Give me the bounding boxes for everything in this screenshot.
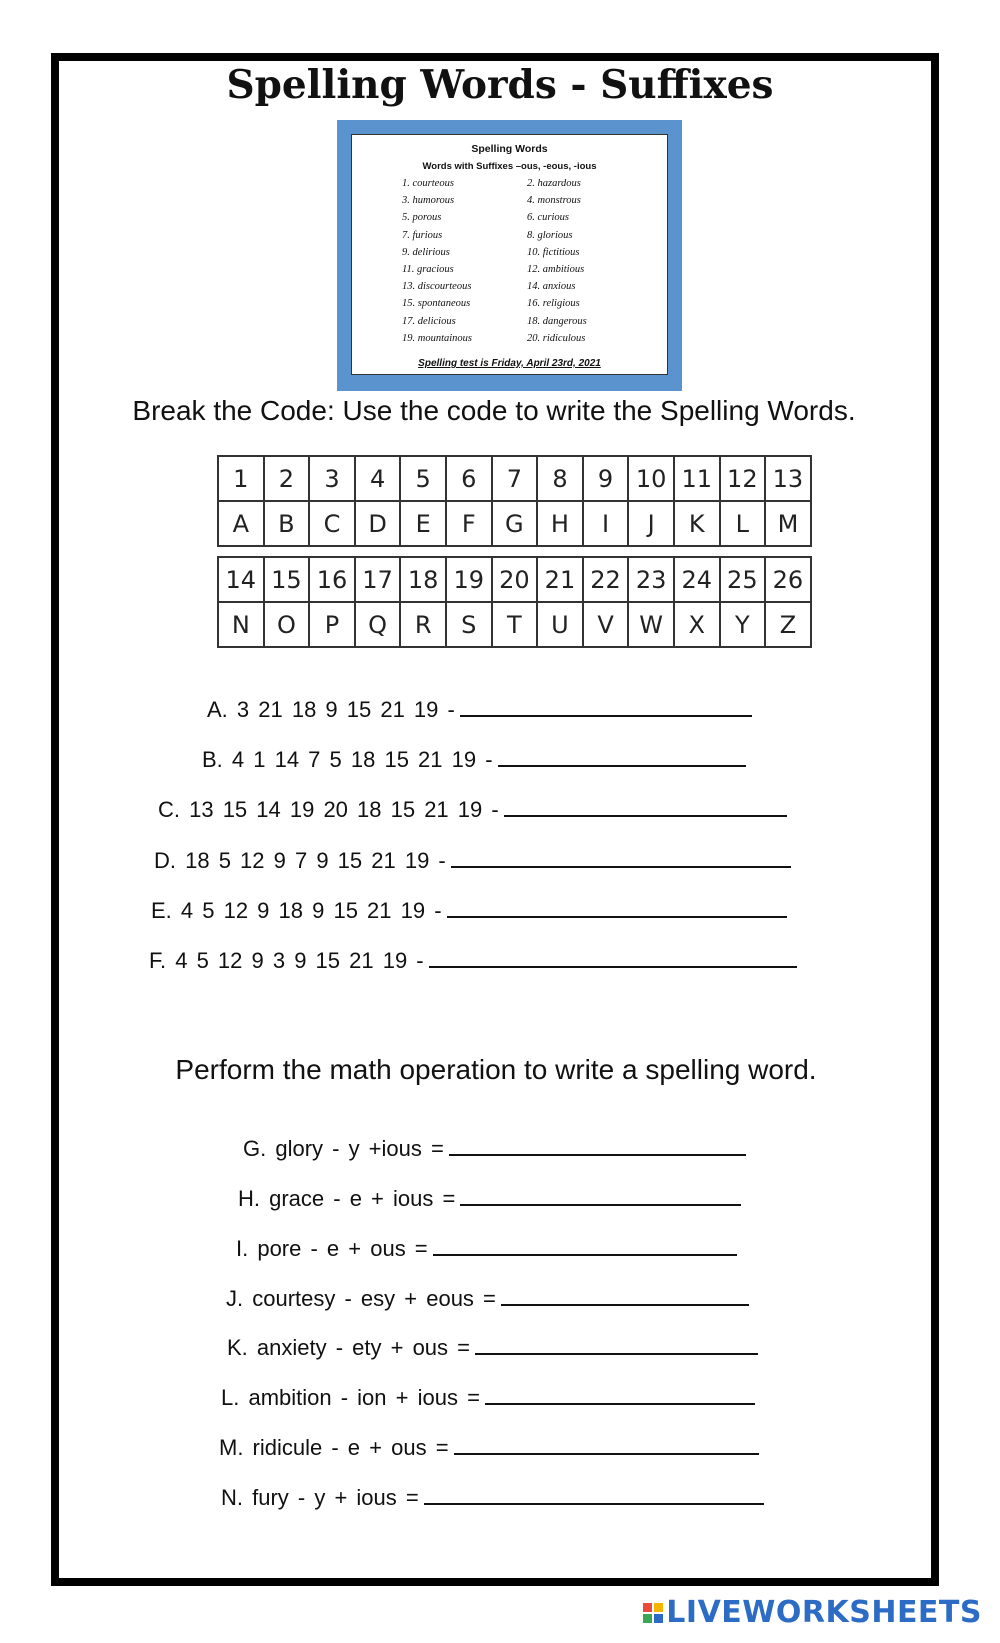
spelling-word: 11. gracious	[402, 263, 454, 275]
math-question	[227, 1333, 758, 1361]
code-letter-cell: N	[218, 602, 264, 647]
spelling-word: 20. ridiculous	[527, 332, 586, 344]
code-letter-cell: P	[309, 602, 355, 647]
code-number-cell: 25	[720, 557, 766, 602]
code-letter-cell: V	[583, 602, 629, 647]
code-number-cell: 5	[400, 456, 446, 501]
spelling-word: 10. fictitious	[527, 246, 580, 258]
math-answer-blank[interactable]	[424, 1483, 764, 1505]
math-question	[226, 1284, 749, 1312]
liveworksheets-brand	[643, 1595, 982, 1630]
code-question-text: E. 4 5 12 9 18 9 15 21 19 -	[151, 898, 442, 923]
code-number-cell: 4	[355, 456, 401, 501]
code-number-cell: 6	[446, 456, 492, 501]
code-answer-blank[interactable]	[504, 795, 787, 817]
spelling-word-row	[402, 212, 652, 229]
code-number-cell: 24	[674, 557, 720, 602]
code-question-text: C. 13 15 14 19 20 18 15 21 19 -	[158, 797, 499, 822]
code-number-cell: 2	[264, 456, 310, 501]
code-letter-cell: U	[537, 602, 583, 647]
code-letter-cell: A	[218, 501, 264, 546]
math-question	[219, 1433, 759, 1461]
code-letter-cell: Y	[720, 602, 766, 647]
code-number-cell: 14	[218, 557, 264, 602]
spelling-word: 9. delirious	[402, 246, 450, 258]
code-number-cell: 8	[537, 456, 583, 501]
code-number-cell: 21	[537, 557, 583, 602]
code-letter-cell: S	[446, 602, 492, 647]
spelling-word-row	[402, 230, 652, 247]
spelling-word: 1. courteous	[402, 178, 454, 189]
code-number-cell: 26	[765, 557, 811, 602]
code-number-cell: 16	[309, 557, 355, 602]
spelling-word: 14. anxious	[527, 281, 576, 293]
code-question	[158, 795, 787, 823]
code-number-row	[218, 456, 811, 501]
spelling-word-row	[402, 247, 652, 264]
code-number-cell: 7	[492, 456, 538, 501]
math-question	[221, 1383, 755, 1411]
code-question	[151, 896, 787, 924]
code-letter-cell: O	[264, 602, 310, 647]
code-number-cell: 23	[628, 557, 674, 602]
spelling-word: 6. curious	[527, 212, 569, 224]
math-answer-blank[interactable]	[501, 1284, 749, 1306]
math-question-text: H. grace - e + ious =	[238, 1186, 456, 1211]
code-question-text: F. 4 5 12 9 3 9 15 21 19 -	[149, 948, 424, 973]
code-table-n-to-z	[217, 556, 812, 648]
code-number-cell: 20	[492, 557, 538, 602]
spelling-list-subtitle: Words with Suffixes –ous, -eous, -ious	[422, 161, 597, 172]
spelling-word: 3. humorous	[402, 195, 455, 207]
spelling-word: 17. delicious	[402, 315, 456, 327]
code-question-text: B. 4 1 14 7 5 18 15 21 19 -	[202, 747, 493, 772]
spelling-word-row	[402, 298, 652, 315]
math-question-text: K. anxiety - ety + ous =	[227, 1335, 471, 1360]
code-question	[207, 695, 752, 723]
spelling-word: 8. glorious	[527, 229, 573, 241]
code-answer-blank[interactable]	[447, 896, 787, 918]
code-letter-cell: B	[264, 501, 310, 546]
code-question	[154, 846, 791, 874]
spelling-word: 18. dangerous	[527, 315, 587, 327]
spelling-words-card	[337, 120, 682, 391]
spelling-word: 2. hazardous	[527, 178, 581, 189]
math-question-text: M. ridicule - e + ous =	[219, 1435, 449, 1460]
logo-square	[654, 1603, 663, 1612]
spelling-word: 12. ambitious	[527, 263, 585, 275]
worksheet-title: Spelling Words - Suffixes	[226, 62, 774, 108]
spelling-list-title: Spelling Words	[471, 143, 548, 155]
code-letter-cell: G	[492, 501, 538, 546]
math-question	[238, 1184, 741, 1212]
code-answer-blank[interactable]	[498, 745, 746, 767]
code-number-cell: 22	[583, 557, 629, 602]
code-letter-cell: H	[537, 501, 583, 546]
spelling-word-row	[402, 333, 652, 350]
math-question-text: N. fury - y + ious =	[221, 1485, 419, 1510]
code-letter-cell: Z	[765, 602, 811, 647]
math-question	[243, 1134, 746, 1162]
spelling-word-row	[402, 316, 652, 333]
math-question-text: I. pore - e + ous =	[236, 1236, 428, 1261]
code-instruction: Break the Code: Use the code to write the Spelling Words.	[132, 395, 856, 426]
math-question-text: J. courtesy - esy + eous =	[226, 1286, 496, 1311]
logo-square	[643, 1603, 652, 1612]
spelling-word-row	[402, 195, 652, 212]
code-letter-cell: R	[400, 602, 446, 647]
code-letter-cell: Q	[355, 602, 401, 647]
code-number-cell: 1	[218, 456, 264, 501]
brand-name: LIVEWORKSHEETS	[666, 1595, 982, 1630]
code-number-cell: 18	[400, 557, 446, 602]
code-answer-blank[interactable]	[460, 695, 752, 717]
spelling-word: 16. religious	[527, 298, 580, 310]
code-table-a-to-m	[217, 455, 812, 547]
code-number-cell: 3	[309, 456, 355, 501]
code-letter-cell: T	[492, 602, 538, 647]
code-letter-row	[218, 501, 811, 546]
code-letter-cell: E	[400, 501, 446, 546]
code-question	[149, 946, 797, 974]
code-question-text: A. 3 21 18 9 15 21 19 -	[207, 697, 455, 722]
code-number-cell: 17	[355, 557, 401, 602]
code-letter-cell: D	[355, 501, 401, 546]
spelling-word-row	[402, 264, 652, 281]
code-answer-blank[interactable]	[451, 846, 791, 868]
spelling-word-list	[402, 178, 652, 350]
math-instruction: Perform the math operation to write a spelling word.	[175, 1054, 817, 1085]
code-letter-cell: C	[309, 501, 355, 546]
code-number-cell: 15	[264, 557, 310, 602]
code-letter-cell: L	[720, 501, 766, 546]
spelling-word: 5. porous	[402, 212, 442, 224]
code-letter-cell: M	[765, 501, 811, 546]
code-number-cell: 19	[446, 557, 492, 602]
code-letter-row	[218, 602, 811, 647]
math-answer-blank[interactable]	[449, 1134, 746, 1156]
code-letter-cell: F	[446, 501, 492, 546]
math-question-text: G. glory - y +ious =	[243, 1136, 444, 1161]
spelling-word-row	[402, 281, 652, 298]
code-number-cell: 13	[765, 456, 811, 501]
code-number-cell: 10	[628, 456, 674, 501]
code-question-text: D. 18 5 12 9 7 9 15 21 19 -	[154, 848, 446, 873]
code-number-row	[218, 557, 811, 602]
code-letter-cell: I	[583, 501, 629, 546]
code-letter-cell: W	[628, 602, 674, 647]
logo-square	[654, 1614, 663, 1623]
math-answer-blank[interactable]	[460, 1184, 741, 1206]
code-number-cell: 9	[583, 456, 629, 501]
math-question-text: L. ambition - ion + ious =	[221, 1385, 480, 1410]
logo-square	[643, 1614, 652, 1623]
code-letter-cell: J	[628, 501, 674, 546]
math-answer-blank[interactable]	[485, 1383, 755, 1405]
math-question	[221, 1483, 764, 1511]
math-answer-blank[interactable]	[454, 1433, 759, 1455]
spelling-word: 7. furious	[402, 229, 443, 241]
spelling-word: 19. mountainous	[402, 332, 473, 344]
code-number-cell: 11	[674, 456, 720, 501]
code-answer-blank[interactable]	[429, 946, 797, 968]
liveworksheets-logo-icon	[643, 1603, 663, 1623]
math-answer-blank[interactable]	[475, 1333, 758, 1355]
spelling-test-date: Spelling test is Friday, April 23rd, 2021	[418, 358, 601, 369]
spelling-word-row	[402, 178, 652, 195]
spelling-word: 13. discourteous	[402, 281, 472, 293]
code-letter-cell: X	[674, 602, 720, 647]
spelling-words-list-box	[351, 134, 668, 375]
math-answer-blank[interactable]	[433, 1234, 737, 1256]
spelling-word: 15. spontaneous	[402, 298, 471, 310]
code-number-cell: 12	[720, 456, 766, 501]
math-question	[236, 1234, 737, 1262]
code-question	[202, 745, 746, 773]
code-letter-cell: K	[674, 501, 720, 546]
spelling-word: 4. monstrous	[527, 195, 581, 207]
